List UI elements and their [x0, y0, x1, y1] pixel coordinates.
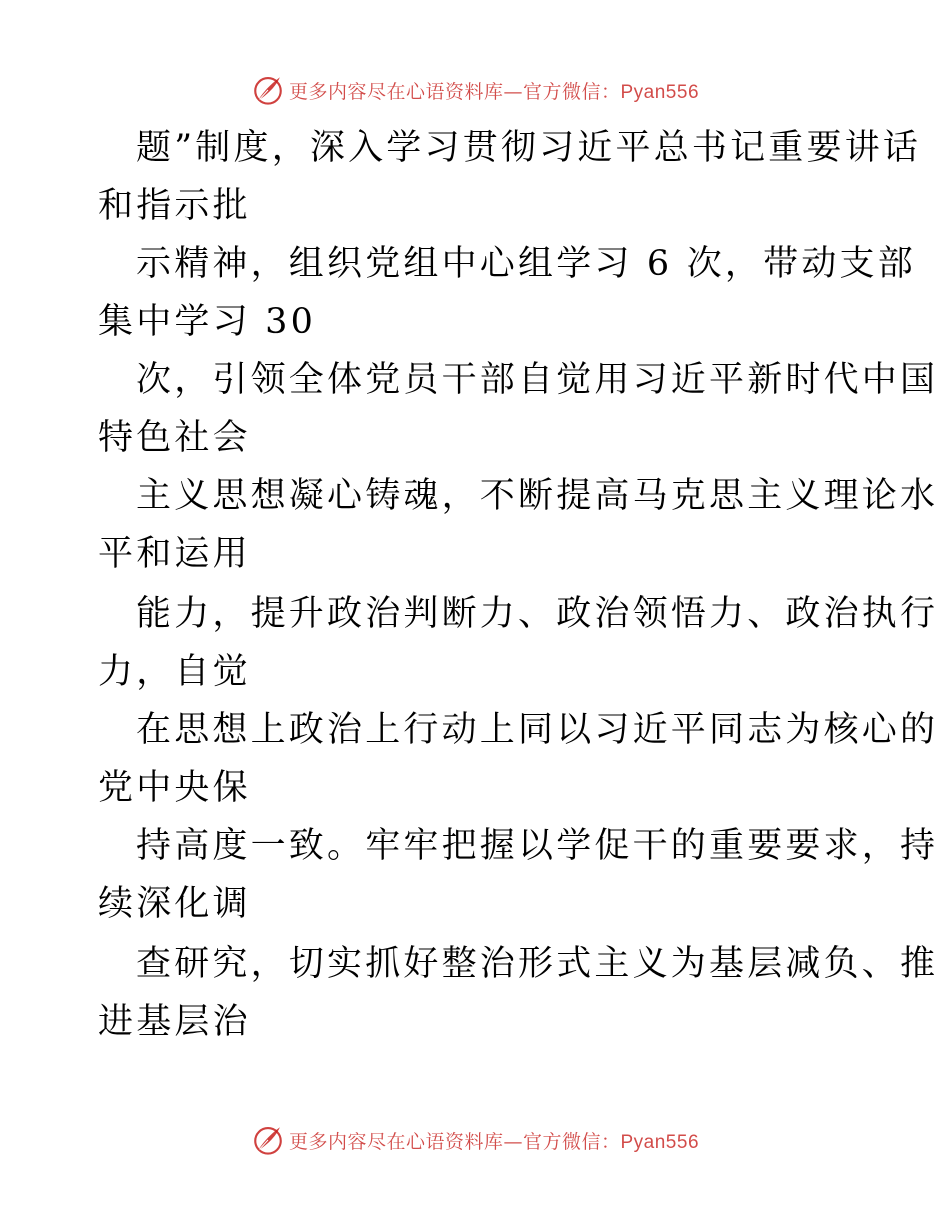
paragraph-line: 主义思想凝心铸魂，不断提高马克思主义理论水	[136, 476, 939, 516]
paragraph-line: 集中学习 30	[98, 302, 317, 342]
paragraph-line: 续深化调	[98, 884, 251, 924]
paragraph-line: 在思想上政治上行动上同以习近平同志为核心的	[136, 710, 939, 750]
footer-watermark	[0, 1120, 950, 1160]
quill-pen-logo-icon	[251, 1123, 285, 1157]
paragraph-line: 示精神，组织党组中心组学习 6 次，带动支部	[136, 244, 916, 284]
paragraph-line: 和指示批	[98, 186, 251, 226]
paragraph-line: 力，自觉	[98, 652, 251, 692]
header-watermark	[0, 70, 950, 110]
paragraph-line: 特色社会	[98, 418, 251, 458]
paragraph-line: 平和运用	[98, 534, 251, 574]
paragraph-line: 进基层治	[98, 1002, 251, 1042]
watermark-text: 更多内容尽在心语资料库—官方微信：Pyan556	[288, 80, 700, 103]
paragraph-line: 次，引领全体党员干部自觉用习近平新时代中国	[136, 360, 939, 400]
paragraph-line: 题”制度，深入学习贯彻习近平总书记重要讲话	[136, 128, 922, 168]
quill-pen-logo-icon	[251, 73, 285, 107]
paragraph-line: 党中央保	[98, 768, 251, 808]
paragraph-line: 能力，提升政治判断力、政治领悟力、政治执行	[136, 594, 939, 634]
watermark-text: 更多内容尽在心语资料库—官方微信：Pyan556	[288, 1130, 700, 1153]
paragraph-line: 持高度一致。牢牢把握以学促干的重要要求，持	[136, 826, 939, 866]
paragraph-line: 查研究，切实抓好整治形式主义为基层减负、推	[136, 944, 939, 984]
